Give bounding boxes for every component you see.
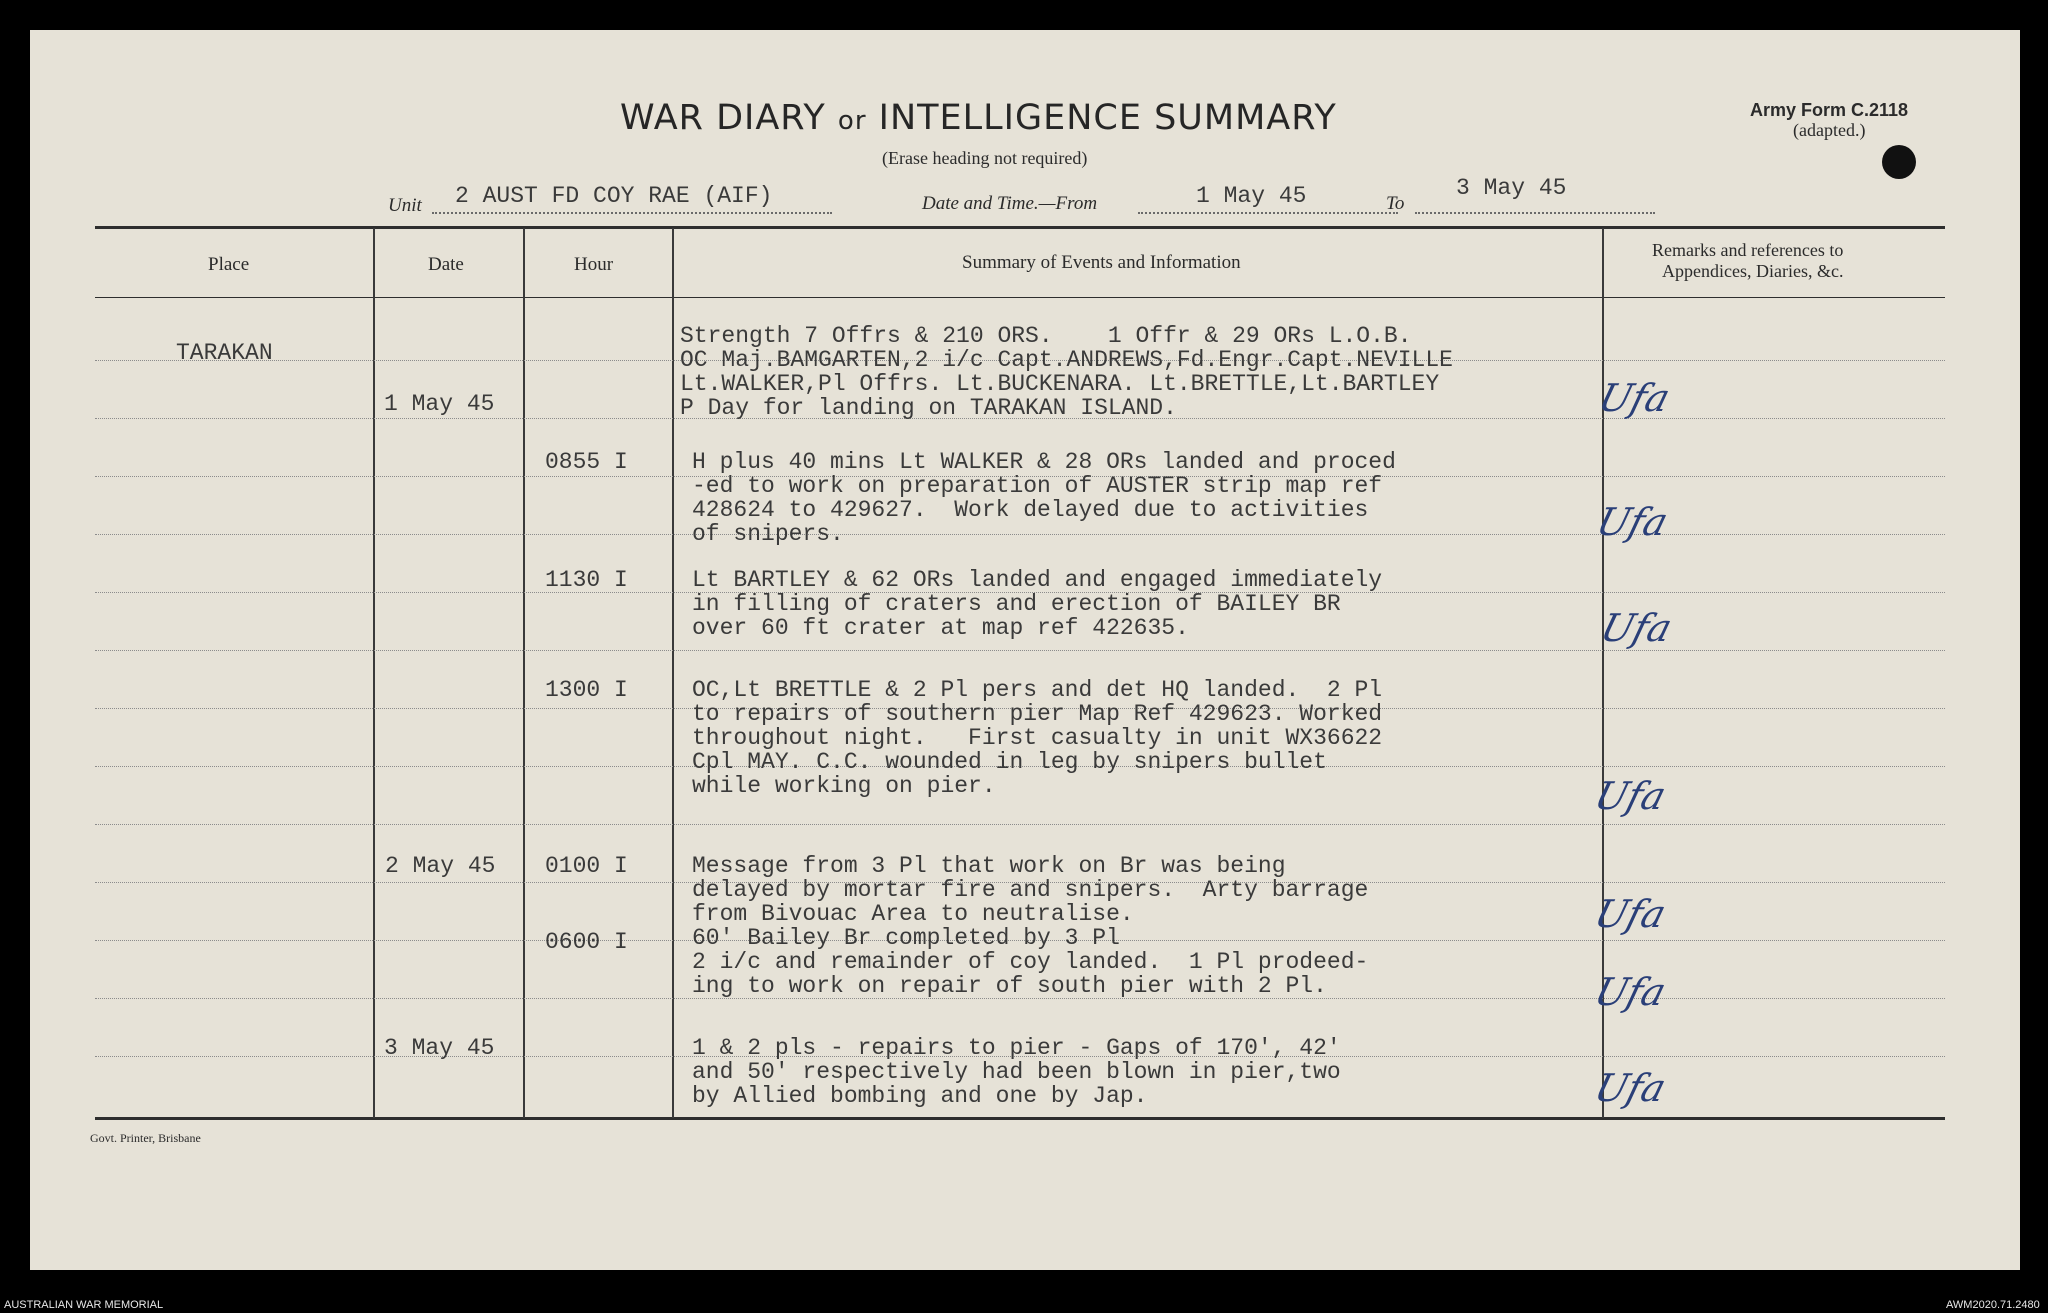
initials-mark: Ufa <box>1590 1066 1671 1110</box>
entry-line: P Day for landing on TARAKAN ISLAND. <box>680 395 1177 421</box>
entry-line: of snipers. <box>692 521 844 547</box>
hour-0100: 0100 I <box>545 853 628 879</box>
entry-summary <box>692 1036 1341 1108</box>
entry-summary <box>692 450 1396 546</box>
initials-mark: Ufa <box>1590 892 1671 936</box>
entry-line: ing to work on repair of south pier with 2 Pl. <box>692 973 1327 999</box>
entry-line: Cpl MAY. C.C. wounded in leg by snipers bullet <box>692 749 1327 775</box>
unit-value: 2 AUST FD COY RAE (AIF) <box>455 183 773 209</box>
entry-line: by Allied bombing and one by Jap. <box>692 1083 1148 1109</box>
col-header-remarks-line2: Appendices, Diaries, &c. <box>1662 261 1844 281</box>
initials-mark: Ufa <box>1590 970 1671 1014</box>
date-3-may: 3 May 45 <box>384 1035 495 1061</box>
date-1-may: 1 May 45 <box>384 391 495 417</box>
form-title <box>620 98 1337 138</box>
entry-line: Lt BARTLEY & 62 ORs landed and engaged immediately <box>692 567 1383 593</box>
title-or: or <box>837 106 867 136</box>
to-label: To <box>1386 193 1405 214</box>
archive-caption-right: AWM2020.71.2480 <box>1946 1299 2040 1311</box>
to-dotted-line <box>1415 212 1655 214</box>
entry-line: 2 i/c and remainder of coy landed. 1 Pl prodeed- <box>692 949 1369 975</box>
army-form-label: Army Form C.2118 <box>1750 100 1909 120</box>
col-header-hour: Hour <box>574 254 614 275</box>
entry-summary <box>692 678 1382 798</box>
entry-line: 428624 to 429627. Work delayed due to activities <box>692 497 1369 523</box>
unit-label: Unit <box>388 195 422 216</box>
title-war-diary: WAR DIARY <box>620 98 826 138</box>
from-dotted-line <box>1138 212 1398 214</box>
from-value: 1 May 45 <box>1196 183 1307 209</box>
date-label: Date and Time.—From <box>922 193 1098 214</box>
entry-summary <box>692 854 1368 998</box>
ruled-line <box>95 650 1945 651</box>
entry-line: -ed to work on preparation of AUSTER strip map ref <box>692 473 1383 499</box>
col-divider-hour <box>672 228 674 1118</box>
ruled-line <box>95 824 1945 825</box>
col-header-summary: Summary of Events and Information <box>962 252 1241 273</box>
initials-mark: Ufa <box>1592 500 1673 544</box>
archive-caption-left: AUSTRALIAN WAR MEMORIAL <box>4 1299 164 1311</box>
hour-0600: 0600 I <box>545 929 628 955</box>
entry-line: 1 & 2 pls - repairs to pier - Gaps of 170', 42' <box>692 1035 1341 1061</box>
hour-1300: 1300 I <box>545 677 628 703</box>
diary-page <box>30 30 2020 1270</box>
entry-line: OC,Lt BRETTLE & 2 Pl pers and det HQ landed. 2 Pl <box>692 677 1383 703</box>
title-intelligence: INTELLIGENCE SUMMARY <box>878 98 1337 138</box>
unit-dotted-line <box>432 212 832 214</box>
entry-line: Message from 3 Pl that work on Br was being <box>692 853 1286 879</box>
entry-line: Lt.WALKER,Pl Offrs. Lt.BUCKENARA. Lt.BRETTLE,Lt.BARTLEY <box>680 371 1440 397</box>
entry-summary <box>692 568 1382 640</box>
printer-imprint: Govt. Printer, Brisbane <box>90 1131 201 1145</box>
col-header-place: Place <box>208 254 250 275</box>
ink-blot <box>1882 145 1916 179</box>
col-divider-date <box>523 228 525 1118</box>
entry-line: OC Maj.BAMGARTEN,2 i/c Capt.ANDREWS,Fd.Engr.Capt.NEVILLE <box>680 347 1453 373</box>
entry-line: while working on pier. <box>692 773 996 799</box>
entry-line: H plus 40 mins Lt WALKER & 28 ORs landed and proced <box>692 449 1396 475</box>
adapted-label: (adapted.) <box>1793 120 1866 140</box>
subtitle: (Erase heading not required) <box>882 148 1088 168</box>
entry-line: over 60 ft crater at map ref 422635. <box>692 615 1189 641</box>
entry-line: from Bivouac Area to neutralise. <box>692 901 1134 927</box>
col-header-remarks-line1: Remarks and references to <box>1652 240 1844 260</box>
initials-mark: Ufa <box>1596 606 1677 650</box>
col-divider-place <box>373 228 375 1118</box>
hour-0855: 0855 I <box>545 449 628 475</box>
col-header-date: Date <box>428 254 464 275</box>
place-tarakan: TARAKAN <box>176 340 273 366</box>
initials-mark: Ufa <box>1590 774 1671 818</box>
to-value: 3 May 45 <box>1456 175 1567 201</box>
entry-line: throughout night. First casualty in unit WX36622 <box>692 725 1383 751</box>
hour-1130: 1130 I <box>545 567 628 593</box>
initials-mark: Ufa <box>1594 376 1675 420</box>
entry-line: to repairs of southern pier Map Ref 429623. Worked <box>692 701 1383 727</box>
entry-line: 60' Bailey Br completed by 3 Pl <box>692 925 1120 951</box>
entry-line: and 50' respectively had been blown in pier,two <box>692 1059 1341 1085</box>
date-2-may: 2 May 45 <box>385 853 496 879</box>
entry-line: delayed by mortar fire and snipers. Arty barrage <box>692 877 1369 903</box>
entry-summary <box>680 324 1453 420</box>
entry-line: Strength 7 Offrs & 210 ORS. 1 Offr & 29 ORs L.O.B. <box>680 323 1412 349</box>
entry-line: in filling of craters and erection of BAILEY BR <box>692 591 1341 617</box>
